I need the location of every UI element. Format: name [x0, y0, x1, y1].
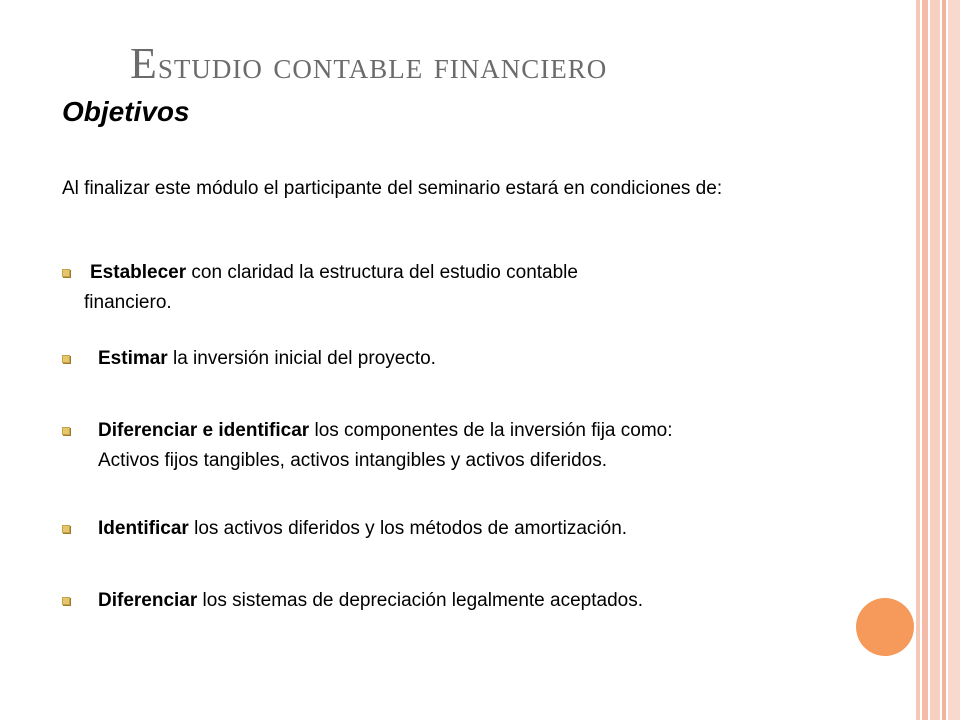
- bullet-keyword: Identificar: [98, 518, 189, 539]
- list-item-text: [90, 258, 578, 288]
- list-item-text: [98, 344, 436, 374]
- stripe: [922, 0, 928, 720]
- stripe: [930, 0, 940, 720]
- bullet-keyword: Diferenciar e identificar: [98, 420, 310, 441]
- square-bullet-icon: [62, 597, 70, 605]
- slide-subtitle: Objetivos: [62, 96, 190, 127]
- intro-paragraph: Al finalizar este módulo el participante del seminario estará en condiciones de:: [62, 178, 723, 199]
- bullet-rest: con claridad la estructura del estudio contable: [186, 262, 578, 283]
- decorative-side-stripes: [916, 0, 960, 720]
- decorative-circle: [856, 598, 914, 656]
- stripe: [916, 0, 920, 720]
- bullet-rest: los sistemas de depreciación legalmente aceptados.: [197, 590, 643, 611]
- bullet-rest: los componentes de la inversión fija como:: [309, 420, 673, 441]
- list-item-text: [98, 416, 673, 446]
- stripe: [942, 0, 946, 720]
- square-bullet-icon: [62, 269, 70, 277]
- bullet-keyword: Establecer: [90, 262, 187, 283]
- square-bullet-icon: [62, 525, 70, 533]
- square-bullet-icon: [62, 427, 70, 435]
- bullet-keyword: Diferenciar: [98, 590, 198, 611]
- list-item-text: [98, 514, 627, 544]
- title-rest: studio contable financiero: [157, 45, 608, 87]
- list-item-text-continued: financiero.: [84, 292, 172, 313]
- list-item-text: [98, 586, 643, 616]
- square-bullet-icon: [62, 355, 70, 363]
- bullet-rest: los activos diferidos y los métodos de amortización.: [188, 518, 628, 539]
- title-initial: E: [130, 39, 158, 88]
- list-item-text-continued: Activos fijos tangibles, activos intangibles y activos diferidos.: [98, 450, 608, 471]
- bullet-keyword: Estimar: [98, 348, 168, 369]
- slide-title: [130, 38, 607, 89]
- bullet-rest: la inversión inicial del proyecto.: [167, 348, 436, 369]
- stripe: [948, 0, 960, 720]
